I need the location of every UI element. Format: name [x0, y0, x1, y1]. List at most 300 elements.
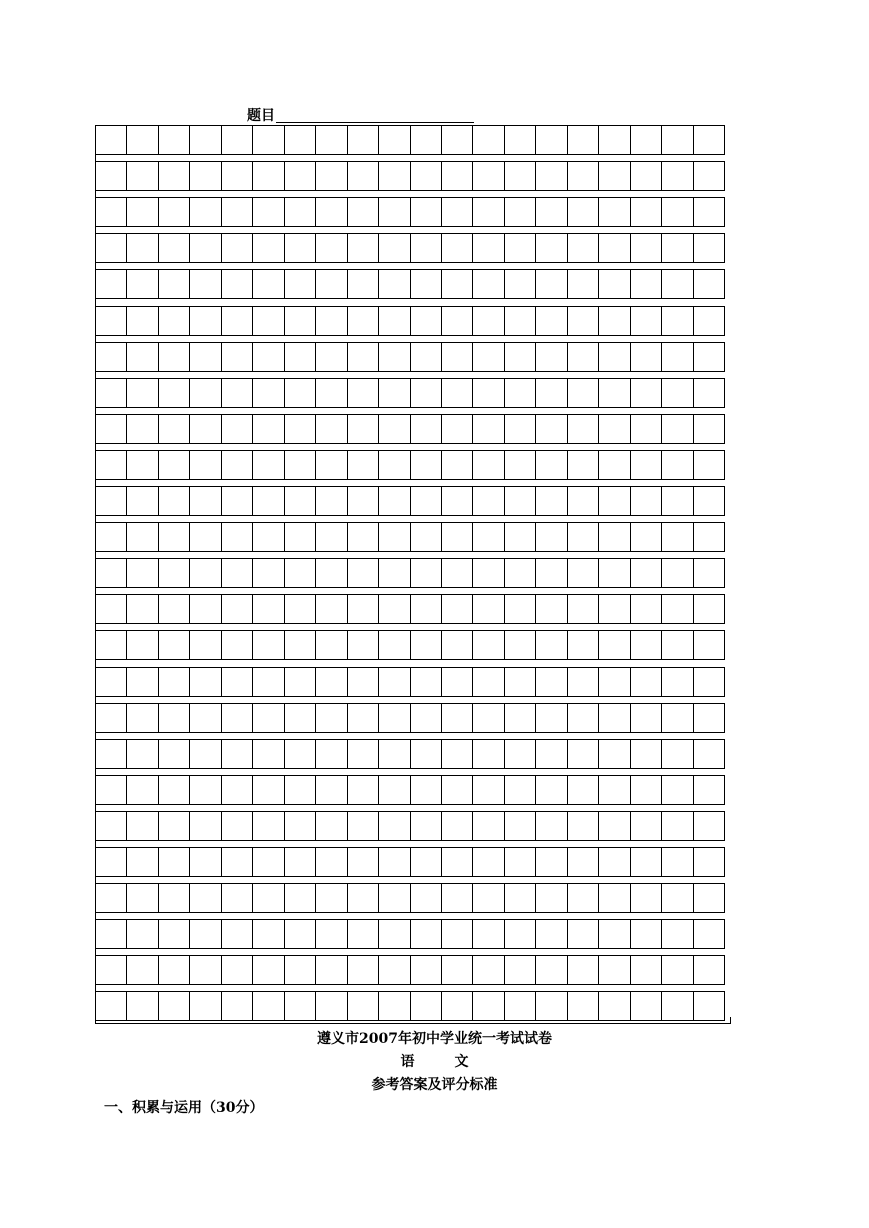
grid-cell[interactable]: [126, 487, 157, 515]
grid-cell[interactable]: [378, 307, 409, 335]
grid-cell[interactable]: [378, 234, 409, 262]
grid-cell[interactable]: [535, 559, 566, 587]
grid-cell[interactable]: [95, 126, 126, 154]
grid-cell[interactable]: [252, 307, 283, 335]
grid-cell[interactable]: [693, 343, 725, 371]
grid-cell[interactable]: [504, 992, 535, 1020]
grid-cell[interactable]: [472, 270, 503, 298]
grid-cell[interactable]: [126, 379, 157, 407]
grid-cell[interactable]: [472, 992, 503, 1020]
grid-cell[interactable]: [378, 343, 409, 371]
grid-cell[interactable]: [315, 451, 346, 479]
grid-cell[interactable]: [567, 451, 598, 479]
grid-cell[interactable]: [535, 740, 566, 768]
grid-cell[interactable]: [221, 956, 252, 984]
grid-cell[interactable]: [441, 776, 472, 804]
grid-cell[interactable]: [284, 631, 315, 659]
grid-cell[interactable]: [504, 668, 535, 696]
grid-cell[interactable]: [126, 704, 157, 732]
grid-cell[interactable]: [598, 415, 629, 443]
grid-cell[interactable]: [661, 415, 692, 443]
grid-cell[interactable]: [347, 523, 378, 551]
grid-cell[interactable]: [535, 631, 566, 659]
grid-cell[interactable]: [347, 812, 378, 840]
grid-cell[interactable]: [378, 198, 409, 226]
grid-cell[interactable]: [535, 920, 566, 948]
grid-cell[interactable]: [472, 884, 503, 912]
grid-cell[interactable]: [126, 776, 157, 804]
grid-cell[interactable]: [252, 884, 283, 912]
grid-cell[interactable]: [504, 126, 535, 154]
grid-cell[interactable]: [693, 631, 725, 659]
grid-cell[interactable]: [410, 270, 441, 298]
grid-cell[interactable]: [630, 920, 661, 948]
grid-cell[interactable]: [630, 451, 661, 479]
grid-cell[interactable]: [347, 162, 378, 190]
grid-cell[interactable]: [630, 487, 661, 515]
grid-cell[interactable]: [378, 668, 409, 696]
grid-cell[interactable]: [504, 631, 535, 659]
grid-cell[interactable]: [567, 740, 598, 768]
grid-cell[interactable]: [95, 631, 126, 659]
grid-cell[interactable]: [126, 848, 157, 876]
grid-cell[interactable]: [378, 884, 409, 912]
grid-cell[interactable]: [221, 884, 252, 912]
grid-cell[interactable]: [284, 415, 315, 443]
grid-cell[interactable]: [378, 523, 409, 551]
grid-cell[interactable]: [472, 704, 503, 732]
grid-cell[interactable]: [252, 631, 283, 659]
grid-cell[interactable]: [158, 198, 189, 226]
grid-cell[interactable]: [95, 523, 126, 551]
grid-cell[interactable]: [598, 884, 629, 912]
grid-cell[interactable]: [347, 992, 378, 1020]
grid-cell[interactable]: [315, 234, 346, 262]
grid-cell[interactable]: [504, 343, 535, 371]
grid-cell[interactable]: [535, 270, 566, 298]
grid-cell[interactable]: [315, 704, 346, 732]
grid-cell[interactable]: [567, 270, 598, 298]
grid-cell[interactable]: [504, 451, 535, 479]
grid-cell[interactable]: [441, 126, 472, 154]
grid-cell[interactable]: [315, 307, 346, 335]
grid-cell[interactable]: [378, 487, 409, 515]
grid-cell[interactable]: [284, 812, 315, 840]
grid-cell[interactable]: [504, 307, 535, 335]
grid-cell[interactable]: [567, 307, 598, 335]
grid-cell[interactable]: [693, 415, 725, 443]
grid-cell[interactable]: [410, 198, 441, 226]
grid-cell[interactable]: [472, 487, 503, 515]
grid-cell[interactable]: [504, 595, 535, 623]
grid-cell[interactable]: [630, 126, 661, 154]
grid-cell[interactable]: [535, 343, 566, 371]
grid-cell[interactable]: [284, 379, 315, 407]
grid-cell[interactable]: [221, 523, 252, 551]
grid-cell[interactable]: [661, 848, 692, 876]
grid-cell[interactable]: [126, 812, 157, 840]
grid-cell[interactable]: [126, 595, 157, 623]
grid-cell[interactable]: [410, 523, 441, 551]
grid-cell[interactable]: [284, 162, 315, 190]
grid-cell[interactable]: [378, 812, 409, 840]
grid-cell[interactable]: [504, 740, 535, 768]
grid-cell[interactable]: [630, 848, 661, 876]
grid-cell[interactable]: [630, 415, 661, 443]
grid-cell[interactable]: [661, 559, 692, 587]
grid-cell[interactable]: [221, 487, 252, 515]
grid-cell[interactable]: [252, 451, 283, 479]
grid-cell[interactable]: [347, 126, 378, 154]
grid-cell[interactable]: [95, 848, 126, 876]
grid-cell[interactable]: [95, 487, 126, 515]
grid-cell[interactable]: [284, 487, 315, 515]
grid-cell[interactable]: [693, 956, 725, 984]
grid-cell[interactable]: [158, 234, 189, 262]
grid-cell[interactable]: [535, 126, 566, 154]
grid-cell[interactable]: [284, 343, 315, 371]
grid-cell[interactable]: [189, 451, 220, 479]
grid-cell[interactable]: [126, 198, 157, 226]
grid-cell[interactable]: [630, 668, 661, 696]
grid-cell[interactable]: [567, 487, 598, 515]
grid-cell[interactable]: [441, 343, 472, 371]
grid-cell[interactable]: [441, 848, 472, 876]
grid-cell[interactable]: [630, 559, 661, 587]
grid-cell[interactable]: [661, 487, 692, 515]
grid-cell[interactable]: [410, 559, 441, 587]
grid-cell[interactable]: [252, 740, 283, 768]
grid-cell[interactable]: [284, 126, 315, 154]
grid-cell[interactable]: [472, 162, 503, 190]
grid-cell[interactable]: [630, 595, 661, 623]
grid-cell[interactable]: [221, 198, 252, 226]
grid-cell[interactable]: [126, 415, 157, 443]
grid-cell[interactable]: [252, 523, 283, 551]
grid-cell[interactable]: [158, 559, 189, 587]
grid-cell[interactable]: [535, 595, 566, 623]
grid-cell[interactable]: [95, 884, 126, 912]
grid-cell[interactable]: [630, 523, 661, 551]
grid-cell[interactable]: [661, 812, 692, 840]
grid-cell[interactable]: [284, 776, 315, 804]
grid-cell[interactable]: [126, 668, 157, 696]
grid-cell[interactable]: [221, 704, 252, 732]
grid-cell[interactable]: [189, 920, 220, 948]
grid-cell[interactable]: [378, 126, 409, 154]
grid-cell[interactable]: [126, 343, 157, 371]
grid-cell[interactable]: [315, 920, 346, 948]
grid-cell[interactable]: [410, 415, 441, 443]
grid-cell[interactable]: [567, 668, 598, 696]
grid-cell[interactable]: [693, 884, 725, 912]
grid-cell[interactable]: [630, 270, 661, 298]
grid-cell[interactable]: [410, 595, 441, 623]
grid-cell[interactable]: [693, 307, 725, 335]
grid-cell[interactable]: [472, 415, 503, 443]
grid-cell[interactable]: [567, 595, 598, 623]
grid-cell[interactable]: [661, 343, 692, 371]
grid-cell[interactable]: [567, 920, 598, 948]
grid-cell[interactable]: [189, 307, 220, 335]
grid-cell[interactable]: [567, 776, 598, 804]
grid-cell[interactable]: [347, 343, 378, 371]
grid-cell[interactable]: [441, 884, 472, 912]
grid-cell[interactable]: [535, 704, 566, 732]
grid-cell[interactable]: [410, 704, 441, 732]
grid-cell[interactable]: [158, 956, 189, 984]
grid-cell[interactable]: [126, 920, 157, 948]
grid-cell[interactable]: [598, 162, 629, 190]
grid-cell[interactable]: [378, 162, 409, 190]
grid-cell[interactable]: [472, 451, 503, 479]
grid-cell[interactable]: [126, 162, 157, 190]
grid-cell[interactable]: [535, 884, 566, 912]
grid-cell[interactable]: [347, 451, 378, 479]
grid-cell[interactable]: [535, 848, 566, 876]
grid-cell[interactable]: [315, 487, 346, 515]
grid-cell[interactable]: [441, 307, 472, 335]
grid-cell[interactable]: [221, 559, 252, 587]
grid-cell[interactable]: [252, 559, 283, 587]
grid-cell[interactable]: [630, 379, 661, 407]
grid-cell[interactable]: [410, 920, 441, 948]
grid-cell[interactable]: [284, 451, 315, 479]
grid-cell[interactable]: [472, 234, 503, 262]
grid-cell[interactable]: [504, 270, 535, 298]
grid-cell[interactable]: [410, 740, 441, 768]
grid-cell[interactable]: [284, 668, 315, 696]
grid-cell[interactable]: [598, 126, 629, 154]
grid-cell[interactable]: [315, 162, 346, 190]
grid-cell[interactable]: [567, 559, 598, 587]
grid-cell[interactable]: [95, 559, 126, 587]
grid-cell[interactable]: [347, 668, 378, 696]
grid-cell[interactable]: [221, 920, 252, 948]
grid-cell[interactable]: [567, 343, 598, 371]
grid-cell[interactable]: [189, 956, 220, 984]
grid-cell[interactable]: [126, 884, 157, 912]
grid-cell[interactable]: [221, 595, 252, 623]
grid-cell[interactable]: [347, 776, 378, 804]
grid-cell[interactable]: [252, 992, 283, 1020]
grid-cell[interactable]: [189, 487, 220, 515]
grid-cell[interactable]: [189, 595, 220, 623]
grid-cell[interactable]: [378, 992, 409, 1020]
grid-cell[interactable]: [221, 992, 252, 1020]
grid-cell[interactable]: [598, 631, 629, 659]
grid-cell[interactable]: [630, 162, 661, 190]
grid-cell[interactable]: [472, 776, 503, 804]
grid-cell[interactable]: [410, 379, 441, 407]
grid-cell[interactable]: [315, 415, 346, 443]
grid-cell[interactable]: [598, 740, 629, 768]
grid-cell[interactable]: [347, 884, 378, 912]
grid-cell[interactable]: [630, 631, 661, 659]
grid-cell[interactable]: [347, 379, 378, 407]
grid-cell[interactable]: [598, 668, 629, 696]
grid-cell[interactable]: [693, 740, 725, 768]
grid-cell[interactable]: [693, 920, 725, 948]
grid-cell[interactable]: [661, 270, 692, 298]
grid-cell[interactable]: [598, 992, 629, 1020]
grid-cell[interactable]: [535, 198, 566, 226]
grid-cell[interactable]: [315, 631, 346, 659]
grid-cell[interactable]: [535, 776, 566, 804]
grid-cell[interactable]: [410, 343, 441, 371]
grid-cell[interactable]: [567, 379, 598, 407]
grid-cell[interactable]: [189, 234, 220, 262]
grid-cell[interactable]: [693, 559, 725, 587]
grid-cell[interactable]: [221, 740, 252, 768]
grid-cell[interactable]: [95, 343, 126, 371]
grid-cell[interactable]: [221, 162, 252, 190]
grid-cell[interactable]: [441, 631, 472, 659]
grid-cell[interactable]: [535, 992, 566, 1020]
grid-cell[interactable]: [661, 884, 692, 912]
grid-cell[interactable]: [158, 776, 189, 804]
grid-cell[interactable]: [189, 415, 220, 443]
grid-cell[interactable]: [252, 595, 283, 623]
grid-cell[interactable]: [410, 487, 441, 515]
grid-cell[interactable]: [158, 379, 189, 407]
grid-cell[interactable]: [472, 956, 503, 984]
grid-cell[interactable]: [284, 198, 315, 226]
grid-cell[interactable]: [441, 198, 472, 226]
grid-cell[interactable]: [347, 595, 378, 623]
grid-cell[interactable]: [472, 920, 503, 948]
grid-cell[interactable]: [347, 631, 378, 659]
grid-cell[interactable]: [315, 776, 346, 804]
grid-cell[interactable]: [693, 451, 725, 479]
grid-cell[interactable]: [221, 343, 252, 371]
grid-cell[interactable]: [661, 162, 692, 190]
grid-cell[interactable]: [598, 234, 629, 262]
grid-cell[interactable]: [189, 704, 220, 732]
grid-cell[interactable]: [567, 704, 598, 732]
grid-cell[interactable]: [252, 704, 283, 732]
grid-cell[interactable]: [598, 848, 629, 876]
grid-cell[interactable]: [315, 668, 346, 696]
grid-cell[interactable]: [693, 704, 725, 732]
grid-cell[interactable]: [535, 668, 566, 696]
grid-cell[interactable]: [347, 270, 378, 298]
grid-cell[interactable]: [315, 126, 346, 154]
grid-cell[interactable]: [661, 307, 692, 335]
grid-cell[interactable]: [693, 523, 725, 551]
grid-cell[interactable]: [441, 992, 472, 1020]
grid-cell[interactable]: [221, 270, 252, 298]
grid-cell[interactable]: [158, 884, 189, 912]
grid-cell[interactable]: [347, 307, 378, 335]
grid-cell[interactable]: [284, 848, 315, 876]
grid-cell[interactable]: [221, 126, 252, 154]
grid-cell[interactable]: [189, 884, 220, 912]
grid-cell[interactable]: [472, 559, 503, 587]
grid-cell[interactable]: [315, 343, 346, 371]
grid-cell[interactable]: [441, 523, 472, 551]
grid-cell[interactable]: [661, 379, 692, 407]
grid-cell[interactable]: [535, 956, 566, 984]
grid-cell[interactable]: [630, 704, 661, 732]
grid-cell[interactable]: [221, 415, 252, 443]
grid-cell[interactable]: [378, 270, 409, 298]
grid-cell[interactable]: [126, 740, 157, 768]
grid-cell[interactable]: [158, 992, 189, 1020]
grid-cell[interactable]: [504, 162, 535, 190]
grid-cell[interactable]: [410, 234, 441, 262]
grid-cell[interactable]: [378, 920, 409, 948]
grid-cell[interactable]: [284, 270, 315, 298]
grid-cell[interactable]: [189, 559, 220, 587]
grid-cell[interactable]: [158, 812, 189, 840]
grid-cell[interactable]: [315, 523, 346, 551]
grid-cell[interactable]: [535, 379, 566, 407]
grid-cell[interactable]: [252, 379, 283, 407]
grid-cell[interactable]: [535, 523, 566, 551]
grid-cell[interactable]: [567, 631, 598, 659]
grid-cell[interactable]: [472, 595, 503, 623]
grid-cell[interactable]: [158, 704, 189, 732]
grid-cell[interactable]: [315, 848, 346, 876]
grid-cell[interactable]: [315, 198, 346, 226]
grid-cell[interactable]: [661, 956, 692, 984]
grid-cell[interactable]: [661, 920, 692, 948]
grid-cell[interactable]: [378, 848, 409, 876]
grid-cell[interactable]: [504, 198, 535, 226]
grid-cell[interactable]: [630, 776, 661, 804]
grid-cell[interactable]: [347, 198, 378, 226]
grid-cell[interactable]: [598, 379, 629, 407]
grid-cell[interactable]: [410, 668, 441, 696]
grid-cell[interactable]: [95, 451, 126, 479]
grid-cell[interactable]: [221, 631, 252, 659]
grid-cell[interactable]: [504, 487, 535, 515]
grid-cell[interactable]: [598, 523, 629, 551]
grid-cell[interactable]: [472, 631, 503, 659]
grid-cell[interactable]: [158, 451, 189, 479]
grid-cell[interactable]: [315, 812, 346, 840]
grid-cell[interactable]: [661, 198, 692, 226]
grid-cell[interactable]: [347, 559, 378, 587]
grid-cell[interactable]: [504, 812, 535, 840]
grid-cell[interactable]: [95, 234, 126, 262]
grid-cell[interactable]: [252, 415, 283, 443]
grid-cell[interactable]: [410, 848, 441, 876]
grid-cell[interactable]: [535, 451, 566, 479]
grid-cell[interactable]: [189, 631, 220, 659]
grid-cell[interactable]: [252, 848, 283, 876]
grid-cell[interactable]: [661, 668, 692, 696]
grid-cell[interactable]: [630, 234, 661, 262]
grid-cell[interactable]: [189, 812, 220, 840]
grid-cell[interactable]: [441, 162, 472, 190]
grid-cell[interactable]: [693, 162, 725, 190]
grid-cell[interactable]: [95, 198, 126, 226]
grid-cell[interactable]: [410, 631, 441, 659]
grid-cell[interactable]: [661, 451, 692, 479]
grid-cell[interactable]: [284, 704, 315, 732]
grid-cell[interactable]: [504, 920, 535, 948]
grid-cell[interactable]: [693, 198, 725, 226]
grid-cell[interactable]: [441, 415, 472, 443]
grid-cell[interactable]: [410, 812, 441, 840]
grid-cell[interactable]: [410, 451, 441, 479]
grid-cell[interactable]: [126, 523, 157, 551]
grid-cell[interactable]: [693, 776, 725, 804]
grid-cell[interactable]: [567, 848, 598, 876]
grid-cell[interactable]: [252, 487, 283, 515]
